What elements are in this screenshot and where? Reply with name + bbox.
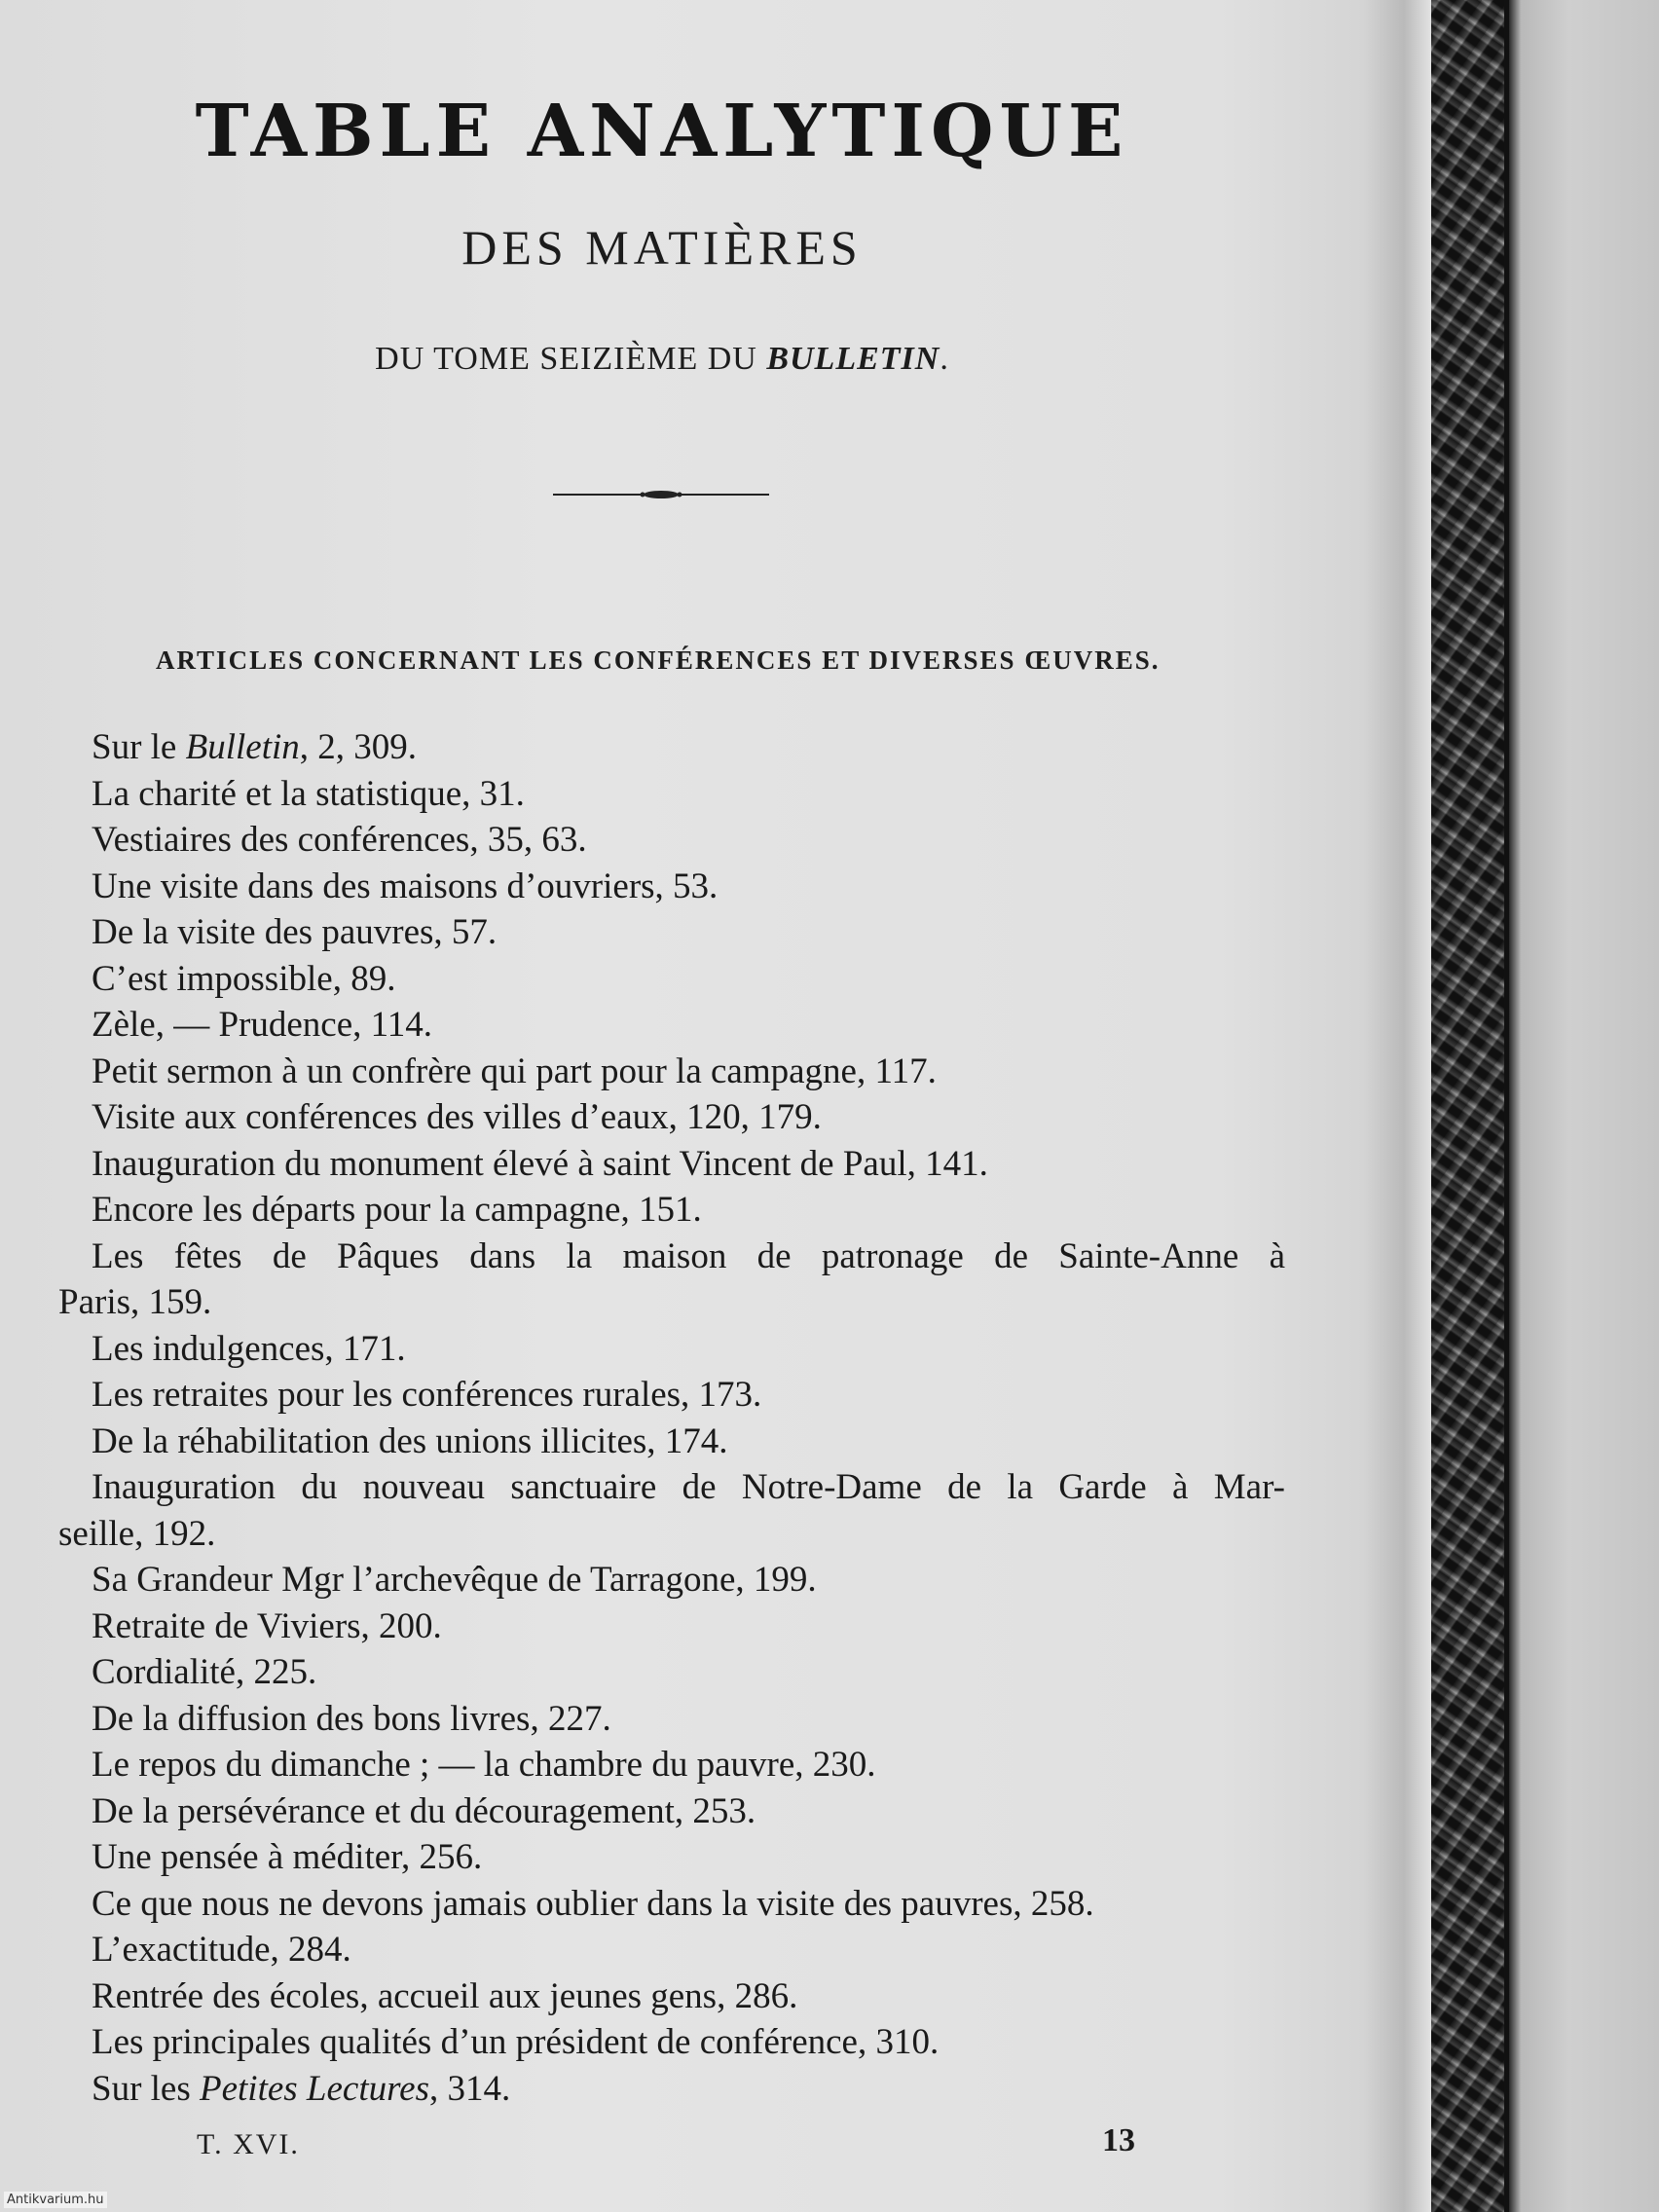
cover-board [1509, 0, 1659, 2212]
entry-italic: Petites Lectures [200, 2068, 429, 2109]
entry-pre: Sur les [92, 2068, 200, 2109]
entries-list [58, 724, 1285, 2112]
list-item: Visite aux conférences des villes d’eaux, 120, 179. [92, 1097, 822, 1137]
watermark-label: Antikvarium.hu [4, 2192, 107, 2208]
entry-post: , 314. [428, 2068, 511, 2109]
list-item: Cordialité, 225. [92, 1652, 317, 1692]
list-item: C’est impossible, 89. [92, 958, 396, 999]
tome-line [0, 341, 1324, 378]
page-title: TABLE ANALYTIQUE [195, 90, 1129, 173]
list-item [58, 2066, 1285, 2113]
list-item: Sa Grandeur Mgr l’archevêque de Tarragone, 199. [92, 1560, 817, 1600]
list-item: La charité et la statistique, 31. [92, 773, 525, 814]
list-item: De la persévérance et du découragement, 253. [92, 1790, 756, 1831]
list-item: Inauguration du nouveau sanctuaire de Notre-Dame de la Garde à Mar- [92, 1467, 1285, 1507]
tome-bulletin: BULLETIN [766, 341, 940, 377]
list-item: Une visite dans des maisons d’ouvriers, 53. [92, 866, 719, 906]
entry-post: , 2, 309. [299, 727, 418, 767]
entry-italic: Bulletin [185, 727, 300, 767]
list-item: L’exactitude, 284. [92, 1930, 351, 1970]
list-item: De la diffusion des bons livres, 227. [92, 1698, 611, 1739]
list-item: De la visite des pauvres, 57. [92, 912, 498, 952]
list-item: Les principales qualités d’un président de conférence, 310. [92, 2022, 940, 2062]
list-item: Inauguration du monument élevé à saint Vincent de Paul, 141. [92, 1143, 988, 1184]
section-heading: ARTICLES CONCERNANT LES CONFÉRENCES ET DIVERSES ŒUVRES. [156, 645, 1161, 675]
list-item-continuation: seille, 192. [58, 1513, 216, 1554]
list-item-continuation: Paris, 159. [58, 1282, 212, 1322]
list-item: Encore les départs pour la campagne, 151. [92, 1190, 702, 1230]
list-item: Ce que nous ne devons jamais oublier dans la visite des pauvres, 258. [92, 1883, 1094, 1924]
binding-shadow [1363, 0, 1431, 2212]
ornament-divider-icon [553, 488, 769, 501]
list-item: Retraite de Viviers, 200. [92, 1605, 442, 1646]
page-number: 13 [1102, 2122, 1135, 2158]
list-item [58, 724, 1285, 771]
tome-prefix: DU TOME SEIZIÈME DU [375, 341, 767, 377]
list-item: Rentrée des écoles, accueil aux jeunes gens, 286. [92, 1975, 798, 2016]
list-item: Une pensée à méditer, 256. [92, 1837, 483, 1877]
list-item: Les retraites pour les conférences rurales, 173. [92, 1375, 762, 1415]
list-item: Le repos du dimanche ; — la chambre du pauvre, 230. [92, 1745, 876, 1785]
list-item: Petit sermon à un confrère qui part pour la campagne, 117. [92, 1051, 937, 1091]
list-item: Zèle, — Prudence, 114. [92, 1005, 433, 1045]
list-item: Vestiaires des conférences, 35, 63. [92, 820, 587, 860]
tome-suffix: . [940, 341, 949, 377]
page-subtitle: DES MATIÈRES [461, 220, 863, 275]
list-item: De la réhabilitation des unions illicites, 174. [92, 1420, 728, 1461]
signature-mark: T. XVI. [197, 2128, 300, 2160]
list-item: Les fêtes de Pâques dans la maison de patronage de Sainte-Anne à [92, 1235, 1285, 1276]
list-item: Les indulgences, 171. [92, 1328, 406, 1369]
entry-pre: Sur le [92, 727, 186, 767]
